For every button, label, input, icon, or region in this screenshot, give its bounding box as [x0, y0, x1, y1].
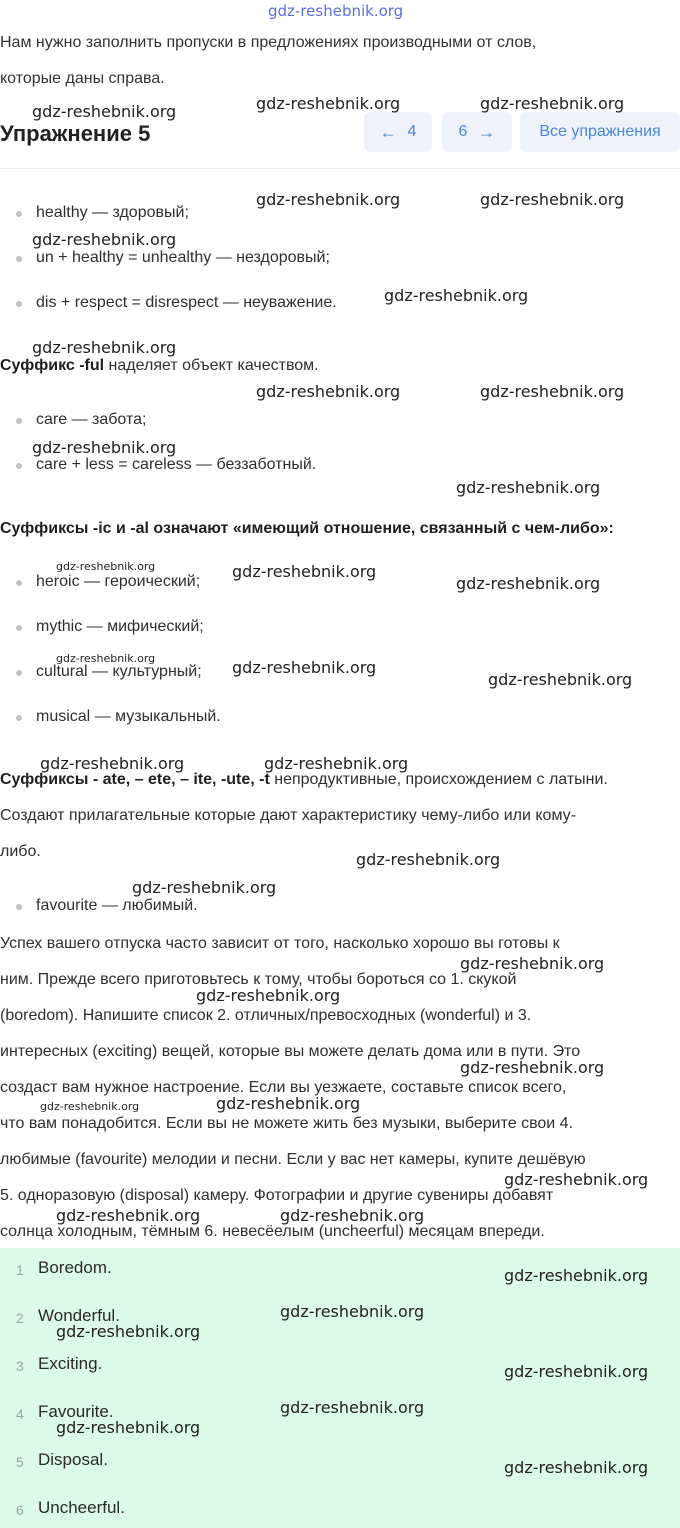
- list-item: cultural — культурный;: [36, 663, 202, 680]
- suffix-ate-line-3: либо.: [0, 843, 41, 860]
- suffix-ic-bold: Суффиксы -ic и -al означают «имеющий отношение, связанный с чем-либо»:: [0, 520, 614, 537]
- all-exercises-label: Все упражнения: [539, 123, 661, 140]
- bullet-dot: [16, 580, 22, 586]
- arrow-left-icon: ←: [379, 121, 398, 142]
- watermark: gdz-reshebnik.org: [232, 658, 377, 677]
- story-line: ним. Прежде всего приготовьтесь к тому, чтобы бороться со 1. скукой: [0, 971, 517, 988]
- watermark: gdz-reshebnik.org: [32, 438, 177, 457]
- watermark: gdz-reshebnik.org: [480, 94, 625, 113]
- watermark: gdz-reshebnik.org: [196, 986, 341, 1005]
- watermark: gdz-reshebnik.org: [56, 1322, 201, 1341]
- watermark: gdz-reshebnik.org: [460, 954, 605, 973]
- watermark: gdz-reshebnik.org: [56, 1418, 201, 1437]
- answer-number: 4: [16, 1406, 24, 1422]
- watermark: gdz-reshebnik.org: [504, 1266, 649, 1285]
- list-item: healthy — здоровый;: [36, 204, 189, 221]
- answer-number: 5: [16, 1454, 24, 1470]
- watermark: gdz-reshebnik.org: [256, 94, 401, 113]
- watermark: gdz-reshebnik.org: [40, 1100, 140, 1113]
- exercise-title: Упражнение 5: [0, 121, 151, 146]
- watermark: gdz-reshebnik.org: [356, 850, 501, 869]
- next-exercise-label: 6: [458, 123, 468, 140]
- answers-panel: [0, 1248, 680, 1528]
- watermark: gdz-reshebnik.org: [132, 878, 277, 897]
- prev-exercise-button[interactable]: [364, 112, 432, 152]
- intro-line-2: которые даны справа.: [0, 70, 165, 87]
- bullet-dot: [16, 256, 22, 262]
- suffix-ful-text: наделяет объект качеством.: [104, 357, 319, 374]
- watermark: gdz-reshebnik.org: [232, 562, 377, 581]
- list-item: un + healthy = unhealthy — нездоровый;: [36, 249, 330, 266]
- watermark: gdz-reshebnik.org: [456, 574, 601, 593]
- answer-text: Favourite.: [38, 1402, 114, 1421]
- story-line: солнца холодным, тёмным 6. невесёелым (uncheerful) месяцам впереди.: [0, 1223, 545, 1240]
- bullet-dot: [16, 463, 22, 469]
- list-item: dis + respect = disrespect — неуважение.: [36, 294, 337, 311]
- answer-number: 2: [16, 1310, 24, 1326]
- watermark: gdz-reshebnik.org: [40, 754, 185, 773]
- next-exercise-button[interactable]: [442, 112, 512, 152]
- watermark: gdz-reshebnik.org: [280, 1398, 425, 1417]
- watermark: gdz-reshebnik.org: [456, 478, 601, 497]
- answer-number: 6: [16, 1502, 24, 1518]
- story-line: (boredom). Напишите список 2. отличных/превосходных (wonderful) и 3.: [0, 1007, 532, 1024]
- suffix-ful-heading: [0, 357, 319, 375]
- story-line: создаст вам нужное настроение. Если вы уезжаете, составьте список всего,: [0, 1079, 567, 1096]
- list-item: care + less = careless — беззаботный.: [36, 456, 317, 473]
- answer-text: Exciting.: [38, 1354, 103, 1373]
- bullet-dot: [16, 715, 22, 721]
- bullet-dot: [16, 625, 22, 631]
- watermark: gdz-reshebnik.org: [504, 1458, 649, 1477]
- watermark: gdz-reshebnik.org: [264, 754, 409, 773]
- watermark: gdz-reshebnik.org: [56, 560, 156, 573]
- bullet-dot: [16, 211, 22, 217]
- answer-text: Uncheerful.: [38, 1498, 125, 1517]
- all-exercises-button[interactable]: [520, 112, 680, 152]
- bullet-dot: [16, 301, 22, 307]
- watermark: gdz-reshebnik.org: [384, 286, 529, 305]
- list-item: favourite — любимый.: [36, 897, 198, 914]
- bullet-dot: [16, 418, 22, 424]
- suffix-ate-bold: Суффиксы - ate, – ete, – ite, -ute, -t: [0, 771, 270, 788]
- suffix-ate-line-2: Создают прилагательные которые дают характеристику чему-либо или кому-: [0, 807, 576, 824]
- story-line: 5. одноразовую (disposal) камеру. Фотографии и другие сувениры добавят: [0, 1187, 554, 1204]
- story-line: любимые (favourite) мелодии и песни. Если у вас нет камеры, купите дешёвую: [0, 1151, 586, 1168]
- bullet-dot: [16, 904, 22, 910]
- watermark: gdz-reshebnik.org: [480, 382, 625, 401]
- watermark: gdz-reshebnik.org: [280, 1302, 425, 1321]
- watermark: gdz-reshebnik.org: [268, 2, 404, 20]
- watermark: gdz-reshebnik.org: [256, 190, 401, 209]
- watermark: gdz-reshebnik.org: [504, 1362, 649, 1381]
- suffix-ate-heading: [0, 771, 608, 789]
- answer-text: Wonderful.: [38, 1306, 120, 1325]
- watermark: gdz-reshebnik.org: [480, 190, 625, 209]
- list-item: musical — музыкальный.: [36, 708, 221, 725]
- suffix-ate-text: непродуктивные, происхождением с латыни.: [269, 771, 608, 788]
- answer-text: Boredom.: [38, 1258, 112, 1277]
- watermark: gdz-reshebnik.org: [32, 230, 177, 249]
- watermark: gdz-reshebnik.org: [488, 670, 633, 689]
- answer-number: 3: [16, 1358, 24, 1374]
- prev-exercise-label: 4: [407, 123, 417, 140]
- story-line: интересных (exciting) вещей, которые вы можете делать дома или в пути. Это: [0, 1043, 581, 1060]
- watermark: gdz-reshebnik.org: [56, 1206, 201, 1225]
- story-line: Успех вашего отпуска часто зависит от того, насколько хорошо вы готовы к: [0, 935, 560, 952]
- answer-text: Disposal.: [38, 1450, 108, 1469]
- watermark: gdz-reshebnik.org: [256, 382, 401, 401]
- watermark: gdz-reshebnik.org: [216, 1094, 361, 1113]
- watermark: gdz-reshebnik.org: [32, 338, 177, 357]
- arrow-right-icon: →: [477, 121, 496, 142]
- list-item: care — забота;: [36, 411, 147, 428]
- watermark: gdz-reshebnik.org: [504, 1170, 649, 1189]
- watermark: gdz-reshebnik.org: [32, 102, 177, 121]
- watermark: gdz-reshebnik.org: [56, 652, 156, 665]
- suffix-ic-heading: [0, 520, 614, 538]
- suffix-ful-bold: Суффикс -ful: [0, 357, 105, 374]
- answer-number: 1: [16, 1262, 24, 1278]
- list-item: heroic — героический;: [36, 573, 201, 590]
- watermark: gdz-reshebnik.org: [460, 1058, 605, 1077]
- list-item: mythic — мифический;: [36, 618, 204, 635]
- watermark: gdz-reshebnik.org: [280, 1206, 425, 1225]
- intro-line-1: Нам нужно заполнить пропуски в предложениях производными от слов,: [0, 34, 537, 51]
- story-line: что вам понадобится. Если вы не можете жить без музыки, выберите свои 4.: [0, 1115, 574, 1132]
- bullet-dot: [16, 670, 22, 676]
